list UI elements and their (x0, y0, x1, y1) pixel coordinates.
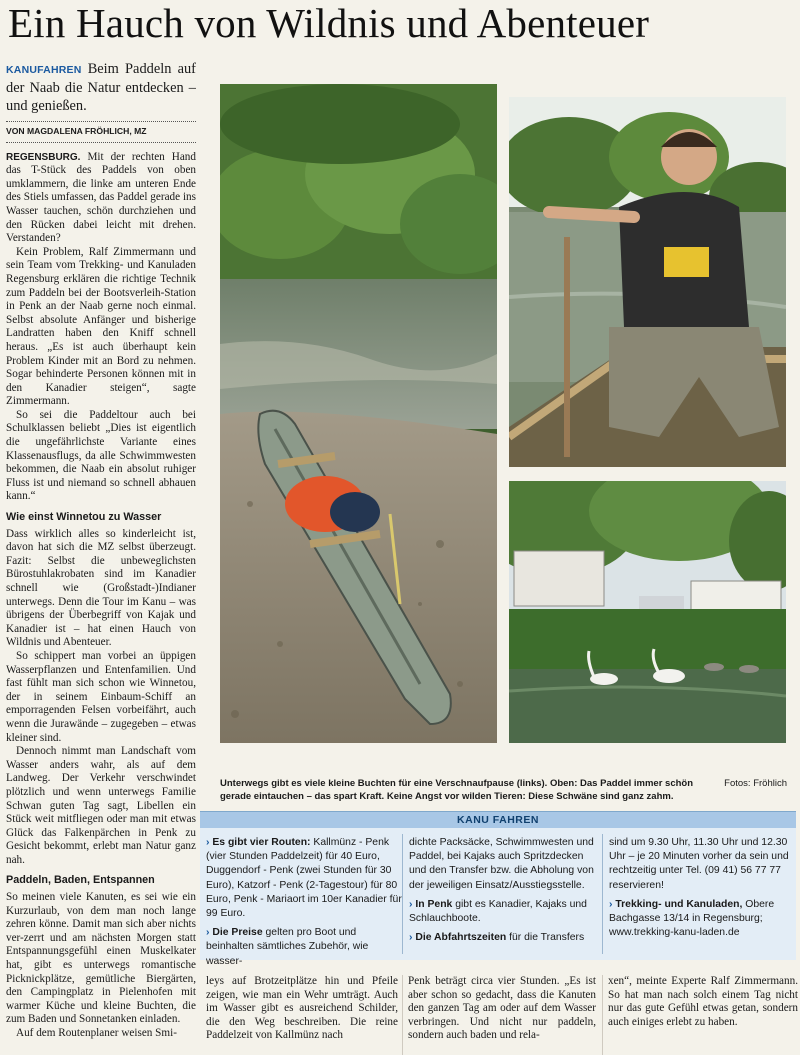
info-item-text: für die Transfers (509, 932, 585, 944)
article-subhead: Wie einst Winnetou zu Wasser (6, 511, 162, 524)
article-deck-text: Beim Paddeln auf der Naab die Natur entdecken – und genießen. (6, 61, 196, 114)
photo-canoe-on-riverbank (220, 84, 497, 743)
article-left-column (6, 60, 196, 1055)
info-item-lead: Trekking- und Kanuladen, (615, 898, 743, 910)
photo-credit: Fotos: Fröhlich (724, 778, 787, 789)
photo-caption (220, 778, 787, 803)
info-box-column (409, 836, 597, 950)
photo-man-paddling-canoe (509, 97, 786, 467)
article-paragraph: So sei die Paddeltour auch bei Schulklassen beliebt „Dies ist eigentlich die ungefährlichste Variante eines Klassenausflugs, da alle Schwimmwesten bekommen, die Naab ein absolut ruhiger Fluss ist und niemand so schnell abhauen kann.“ (6, 408, 196, 503)
info-item-shop (609, 898, 791, 941)
info-item-text: gibt es Kanadier, Kajaks und Schlauchboote. (409, 898, 587, 925)
info-item-text: Kallmünz - Penk (vier Stunden Paddelzeit) für 40 Euro, Duggendorf - Penk (zwei Stunden für 30 Euro), Katzorf - Penk (2-Tagestour) für 80 Euro, Penk - Mariaort im 10er Kanadier für 99 Euro. (206, 837, 402, 920)
info-box-column (609, 836, 791, 945)
info-item-lead: Es gibt vier Routen: (212, 837, 311, 848)
article-paragraph: So meinen viele Kanuten, es sei wie ein Kurzurlaub, von dem man noch lange zehren könne. Damit man sich aber nichts ver-zerrt und am nächsten Morgen statt Entspannungsgefühl einen Muskelkater hat, gibt es unterwegs romantische Picknickplätze, gemütliche Biergärten, den Campingplatz in Pielenhofen mit warmer Küche und kleine Buchten, die zum Baden und Sonnetanken einladen. (6, 891, 196, 1026)
article-paragraph: Kein Problem, Ralf Zimmermann und sein Team vom Trekking- und Kanuladen Regensburg erklären die richtige Technik zum Paddeln bei der Bootsverleih-Station in Penk an der Naab gerne noch einmal. Selbst absolute Anfänger und bisherige Landratten haben den Kniff schnell heraus. „Es ist auch überhaupt kein Problem Kinder mit an Bord zu nehmen. Sogar behinderte Personen können mit in den Kanadier steigen“, sagte Zimmermann. (6, 245, 196, 408)
info-item-prices (206, 926, 402, 969)
paddler-photo-image (509, 97, 786, 467)
photo-swans-on-river (509, 481, 786, 743)
info-item-text: gelten pro Boot und beinhalten sämtliches Zubehör, wie wasser- (206, 927, 369, 967)
article-paragraph-text: Mit der rechten Hand das T-Stück des Paddels von oben umklammern, die linke am unteren Ende des Stiels umfassen, das Paddel gerade ins Wasser tauchen, schön durchziehen und den Rücken dabei leicht mit drehen. Verstanden? (6, 150, 196, 245)
article-paragraph: So schippert man vorbei an üppigen Wasserpflanzen und Entenfamilien. Und fast fühlt man sich schon wie Winnetou, der in seinem Einbaum-Schiff an emporragenden Felsen vorbeifährt, auch wenn die Jurawände – zugegeben – etwas kleiner sind. (6, 649, 196, 744)
triangle-bullet-icon: › (409, 932, 413, 944)
column-rule (402, 975, 403, 1055)
triangle-bullet-icon: › (609, 898, 613, 910)
article-dateline: REGENSBURG. (6, 151, 81, 163)
info-item-lead: Die Abfahrtszeiten (415, 932, 507, 944)
info-box-kanu-fahren (200, 811, 796, 967)
article-paragraph: Dennoch nimmt man Landschaft vom Wasser anders wahr, als auf dem Landweg. Der Verkehr verschwindet plötzlich und wenn unterwegs Familie Schwan guten Tag sagt, Libellen ein Stück weit mitfliegen oder man mit etwas Glück das Falkenpärchen in Penk zu Gesicht bekommt, erlebt man Natur ganz nah. (6, 745, 196, 866)
article-kicker: KANUFAHREN (6, 64, 82, 76)
photo-caption-text: Unterwegs gibt es viele kleine Buchten für eine Verschnaufpause (links). Oben: Das Paddel immer schön gerade eintauchen – das spart Kraft. Keine Angst vor wilden Tieren: Diese Schwäne sind ganz zahm. (220, 778, 694, 802)
info-item-text: sind um 9.30 Uhr, 11.30 Uhr und 12.30 Uhr – je 20 Minuten vorher da sein und rechtzeitig unter Tel. (09 41) 56 77 77 reservieren! (609, 837, 789, 891)
info-item-routes (206, 836, 402, 921)
article-bottom-column: xen“, meinte Experte Ralf Zimmermann. So hat man nach solch einem Tag nicht nur das gute Gefühl etwas getan, sondern auch einiges erlebt zu haben. (608, 975, 798, 1028)
article-deck (6, 60, 196, 115)
info-item-departures (409, 931, 597, 945)
article-paragraph: Dass wirklich alles so kinderleicht ist, davon hat sich die MZ selbst überzeugt. Fazit: Selbst die unbeweglichsten Bürostuhlakrobaten sind im Kanadier schnell wie (Großstadt-)Indianer unterwegs. Denn die Tour im Kanu – was übrigens der Überbegriff von Kajak und Kanadier ist – hat einen Hauch von Wildnis und Abenteuer. (6, 527, 196, 649)
article-paragraph: Auf dem Routenplaner weisen Smi- (16, 1027, 177, 1039)
info-box-column (206, 836, 402, 974)
page-headline: Ein Hauch von Wildnis und Abenteuer (8, 0, 650, 46)
canoe-photo-image (220, 84, 497, 743)
info-box-divider (602, 834, 603, 954)
info-box-divider (402, 834, 403, 954)
article-bottom-column: Penk beträgt circa vier Stunden. „Es ist aber schon so gedacht, dass die Kanuten den ganzen Tag am oder auf dem Wasser verbringen. Und nicht nur paddeln, sondern auch baden und rela- (408, 975, 596, 1042)
info-item-text: dichte Packsäcke, Schwimmwesten und Paddel, bei Kajaks auch Spritzdecken und den Transfer bzw. die Abholung von der jeweiligen Einsatz/Ausstiegsstelle. (409, 837, 594, 891)
column-rule (602, 975, 603, 1055)
article-subhead: Paddeln, Baden, Entspannen (6, 874, 155, 887)
article-byline: VON MAGDALENA FRÖHLICH, MZ (6, 121, 196, 143)
triangle-bullet-icon: › (206, 927, 210, 939)
swans-photo-image (509, 481, 786, 743)
info-box-title: KANU FAHREN (200, 812, 796, 828)
article-bottom-column: leys auf Brotzeitplätze hin und Pfeile zeigen, wie man ein Wehr umträgt. Auch im Wasser gibt es ausreichend Schilder, die den Weg beschreiben. Die reine Paddelzeit von Kallmünz nach (206, 975, 398, 1042)
triangle-bullet-icon: › (206, 837, 210, 848)
article-paragraph (6, 151, 196, 246)
info-item-lead: In Penk (415, 898, 453, 910)
info-item-text: Obere Bachgasse 13/14 in Regensburg; www.trekking-kanu-laden.de (609, 898, 775, 939)
triangle-bullet-icon: › (409, 898, 413, 910)
info-item-lead: Die Preise (212, 927, 263, 939)
info-item-penk (409, 898, 597, 926)
